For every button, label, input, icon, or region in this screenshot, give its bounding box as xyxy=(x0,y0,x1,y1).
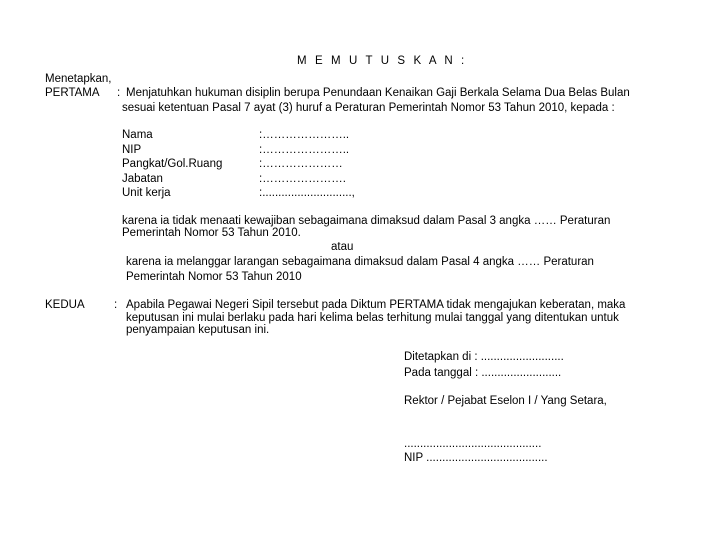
pada-tanggal: Pada tanggal : ......................... xyxy=(404,367,562,379)
reason-a-line1: karena ia tidak menaati kewajiban sebagaimana dimaksud dalam Pasal 3 angka …… Peraturan xyxy=(122,215,611,227)
field-value-unit-kerja: :............................, xyxy=(259,187,355,199)
kedua-text-line3: penyampaian keputusan ini. xyxy=(126,324,270,336)
field-label-jabatan: Jabatan xyxy=(122,173,163,185)
field-label-pangkat: Pangkat/Gol.Ruang xyxy=(122,158,223,170)
kedua-label: KEDUA xyxy=(45,299,85,311)
reason-b-line2: Pemerintah Nomor 53 Tahun 2010 xyxy=(126,271,302,283)
reason-atau: atau xyxy=(331,241,354,253)
kedua-colon: : xyxy=(114,299,118,311)
field-value-pangkat: :………………… xyxy=(259,158,343,170)
field-value-nip: :………………….. xyxy=(259,144,350,156)
pertama-label: PERTAMA xyxy=(45,87,100,99)
signatory-position: Rektor / Pejabat Eselon I / Yang Setara, xyxy=(404,395,607,407)
field-value-nama: :………………….. xyxy=(259,129,350,141)
reason-b-line1: karena ia melanggar larangan sebagaimana dimaksud dalam Pasal 4 angka …… Peraturan xyxy=(126,256,594,268)
pertama-text-line1: Menjatuhkan hukuman disiplin berupa Penundaan Kenaikan Gaji Berkala Selama Dua Belas Bulan xyxy=(126,87,630,99)
field-value-jabatan: :…………………. xyxy=(259,173,346,185)
reason-a-line2: Pemerintah Nomor 53 Tahun 2010. xyxy=(122,227,301,239)
field-label-nama: Nama xyxy=(122,129,153,141)
pertama-text-line2: sesuai ketentuan Pasal 7 ayat (3) huruf a Peraturan Pemerintah Nomor 53 Tahun 2010, kepada : xyxy=(122,102,615,114)
field-label-unit-kerja: Unit kerja xyxy=(122,187,171,199)
signatory-name-placeholder: ........................................... xyxy=(404,438,542,450)
signatory-nip: NIP ...................................... xyxy=(404,452,548,464)
kedua-text-line1: Apabila Pegawai Negeri Sipil tersebut pada Diktum PERTAMA tidak mengajukan keberatan, maka xyxy=(126,299,626,311)
document-title: M E M U T U S K A N : xyxy=(297,55,467,67)
field-label-nip: NIP xyxy=(122,144,142,156)
kedua-text-line2: keputusan ini mulai berlaku pada hari kelima belas terhitung mulai tanggal yang ditentukan untuk xyxy=(126,312,619,324)
menetapkan-label: Menetapkan, xyxy=(45,73,112,85)
pertama-colon: : xyxy=(117,87,121,99)
ditetapkan-di: Ditetapkan di : .......................... xyxy=(404,351,564,363)
